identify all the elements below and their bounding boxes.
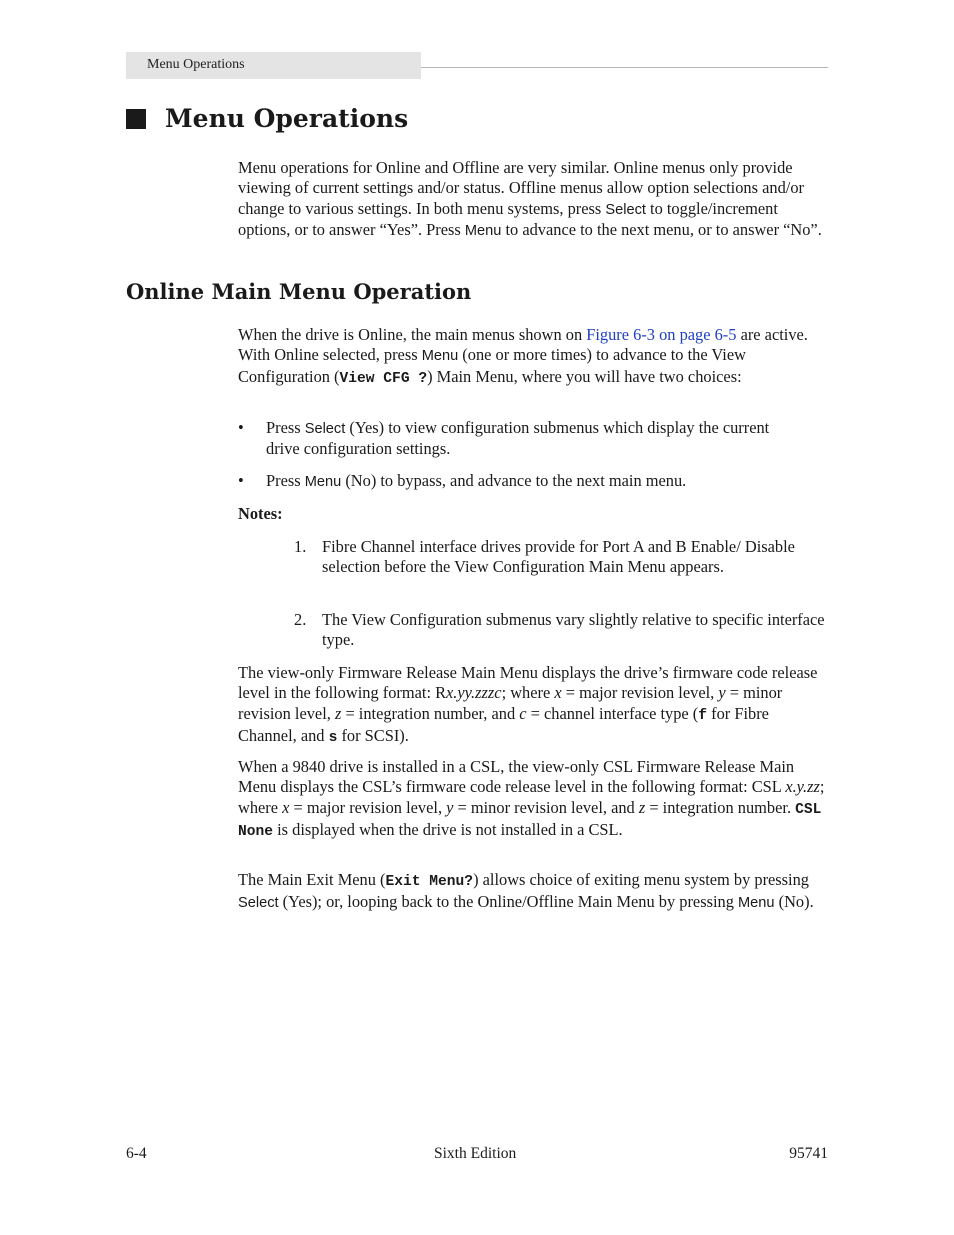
page-title	[126, 104, 408, 133]
menu-key: Menu	[738, 895, 775, 912]
page-number: 6-4	[126, 1145, 147, 1162]
menu-key: Menu	[421, 348, 459, 365]
code-csl-none: CSL None	[238, 801, 822, 840]
notes-label: Notes:	[238, 504, 283, 523]
bullet-icon: •	[238, 418, 244, 437]
page-title-text: Menu Operations	[165, 104, 409, 133]
exit-menu-paragraph: The Main Exit Menu (Exit Menu?) allows choice of exiting menu system by pressing Select (Yes); or, looping back to the Online/Offline Main Menu by pressing Menu (No).	[238, 870, 814, 912]
running-header-text: Menu Operations	[147, 57, 245, 72]
select-key: Select	[605, 201, 646, 218]
doc-number: 95741	[789, 1145, 828, 1162]
bullet-icon: •	[238, 471, 244, 490]
csl-paragraph: When a 9840 drive is installed in a CSL, the view-only CSL Firmware Release Main Menu displays the CSL’s firmware code release level in the following format: CSL x.y.zz; where x = major revision level, y = minor revision level, and z = integration number. CSL None is displayed when the drive is not installed in a CSL.	[238, 757, 825, 840]
header-rule	[421, 67, 828, 68]
code-s: s	[328, 729, 338, 746]
figure-link[interactable]: Figure 6-3 on page 6-5	[586, 325, 737, 344]
select-key: Select	[238, 895, 279, 912]
online-paragraph: When the drive is Online, the main menus shown on Figure 6-3 on page 6-5 are active. With Online selected, press Menu (one or more times) to advance to the View Configuration (View CFG ?) Main Menu, where you will have two choices:	[238, 325, 808, 387]
section-heading: Online Main Menu Operation	[126, 279, 472, 304]
code-exit-menu: Exit Menu?	[385, 874, 474, 890]
code-view-cfg: View CFG ?	[339, 370, 428, 387]
code-f: f	[698, 707, 708, 724]
firmware-paragraph: The view-only Firmware Release Main Menu displays the drive’s firmware code release level in the following format: Rx.yy.zzzc; where x = major revision level, y = minor revision level, z = integration number, and c = channel interface type (f for Fibre Channel, and s for SCSI).	[238, 663, 818, 746]
edition-label: Sixth Edition	[434, 1145, 517, 1162]
menu-key: Menu	[304, 474, 342, 490]
running-header-tab	[126, 52, 421, 79]
intro-paragraph: Menu operations for Online and Offline are very similar. Online menus only provide viewing of current settings and/or status. Offline menus allow option selections and/or change to various settings. In both menu systems, press Select to toggle/increment options, or to answer “Yes”. Press Menu to advance to the next menu, or to answer “No”.	[238, 158, 822, 239]
menu-key: Menu	[464, 222, 502, 239]
select-key: Select	[304, 421, 346, 437]
square-bullet-icon	[126, 109, 146, 129]
